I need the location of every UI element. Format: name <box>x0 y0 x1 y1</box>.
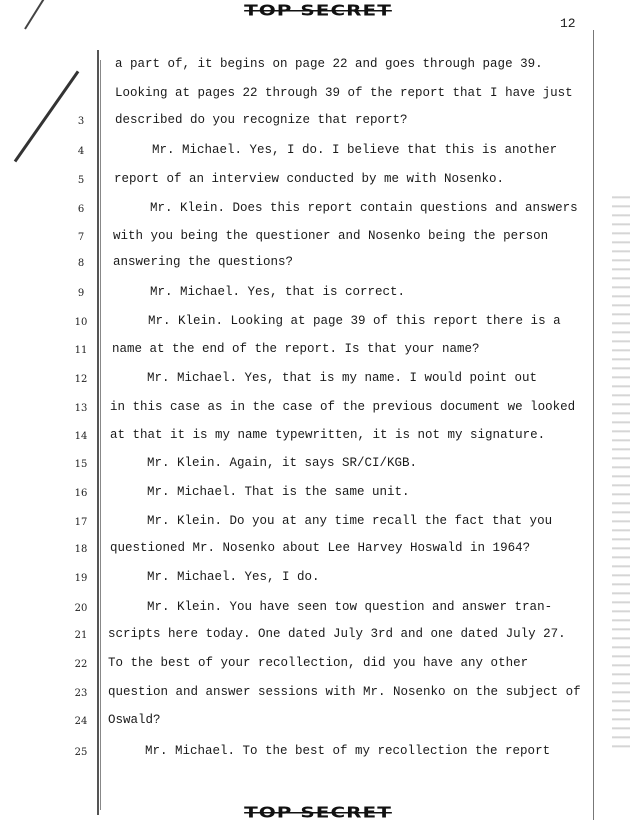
line-text: Oswald? <box>108 713 161 727</box>
transcript-line <box>0 541 638 561</box>
line-number: 23 <box>74 688 88 699</box>
line-text: Mr. Klein. Again, it says SR/CI/KGB. <box>147 456 418 470</box>
page-number: 12 <box>560 16 576 31</box>
line-number: 17 <box>74 517 88 528</box>
transcript-line <box>0 485 638 505</box>
line-number: 24 <box>74 716 88 727</box>
line-number: 4 <box>77 146 85 157</box>
line-number: 5 <box>77 175 85 186</box>
line-text: answering the questions? <box>113 255 294 269</box>
line-text: Mr. Michael. Yes, that is my name. I would point out <box>147 371 538 385</box>
line-number: 3 <box>77 116 85 127</box>
line-number: 25 <box>74 747 88 758</box>
line-text: name at the end of the report. Is that your name? <box>112 342 480 356</box>
line-number: 11 <box>74 345 88 356</box>
line-number: 6 <box>77 204 85 215</box>
transcript-line <box>0 342 638 362</box>
line-number: 10 <box>74 317 88 328</box>
transcript-line <box>0 514 638 534</box>
transcript-line <box>0 143 638 163</box>
line-number: 21 <box>74 630 88 641</box>
line-text: a part of, it begins on page 22 and goes through page 39. <box>115 57 543 71</box>
line-number: 22 <box>74 659 88 670</box>
line-number: 12 <box>74 374 88 385</box>
line-text: Mr. Klein. Looking at page 39 of this report there is a <box>148 314 561 328</box>
line-text: described do you recognize that report? <box>115 113 408 127</box>
line-text: Mr. Michael. Yes, I do. <box>147 570 320 584</box>
scan-mark <box>24 0 84 30</box>
line-number: 18 <box>74 544 88 555</box>
transcript-line <box>0 713 638 733</box>
transcript-line <box>0 57 638 77</box>
transcript-line <box>0 86 638 106</box>
line-number: 20 <box>74 603 88 614</box>
line-number: 14 <box>74 431 88 442</box>
line-text: scripts here today. One dated July 3rd and one dated July 27. <box>108 627 566 641</box>
line-number: 15 <box>74 459 88 470</box>
transcript-line <box>0 685 638 705</box>
line-number: 7 <box>77 232 85 243</box>
transcript-line <box>0 172 638 192</box>
line-text: To the best of your recollection, did you have any other <box>108 656 529 670</box>
line-text: Mr. Klein. You have seen tow question and answer tran- <box>147 600 553 614</box>
transcript-line <box>0 285 638 305</box>
line-number: 16 <box>74 488 88 499</box>
transcript-line <box>0 229 638 249</box>
line-text: report of an interview conducted by me with Nosenko. <box>114 172 505 186</box>
line-text: question and answer sessions with Mr. Nosenko on the subject of <box>108 685 581 699</box>
line-text: Mr. Klein. Does this report contain questions and answers <box>150 201 578 215</box>
line-text: Mr. Michael. To the best of my recollection the report <box>145 744 551 758</box>
line-number: 19 <box>74 573 88 584</box>
transcript-line <box>0 744 638 764</box>
line-text: Mr. Klein. Do you at any time recall the fact that you <box>147 514 553 528</box>
transcript-line <box>0 371 638 391</box>
line-text: Looking at pages 22 through 39 of the report that I have just <box>115 86 573 100</box>
transcript-line <box>0 201 638 221</box>
bottom-classification-stamp: TOP SECRET <box>244 803 392 821</box>
transcript-line <box>0 627 638 647</box>
line-number: 13 <box>74 403 88 414</box>
transcript-line <box>0 113 638 133</box>
line-number: 9 <box>77 288 85 299</box>
transcript-line <box>0 570 638 590</box>
top-classification-stamp: TOP SECRET <box>244 1 392 19</box>
transcript-line <box>0 255 638 275</box>
transcript-line <box>0 314 638 334</box>
line-text: in this case as in the case of the previous document we looked <box>110 400 576 414</box>
line-text: Mr. Michael. That is the same unit. <box>147 485 410 499</box>
line-number: 8 <box>77 258 85 269</box>
transcript-line <box>0 456 638 476</box>
line-text: at that it is my name typewritten, it is not my signature. <box>110 428 546 442</box>
line-text: with you being the questioner and Nosenko being the person <box>113 229 549 243</box>
line-text: questioned Mr. Nosenko about Lee Harvey Hoswald in 1964? <box>110 541 531 555</box>
transcript-line <box>0 428 638 448</box>
transcript-line <box>0 600 638 620</box>
line-text: Mr. Michael. Yes, that is correct. <box>150 285 406 299</box>
transcript-line <box>0 400 638 420</box>
line-text: Mr. Michael. Yes, I do. I believe that this is another <box>152 143 558 157</box>
transcript-line <box>0 656 638 676</box>
